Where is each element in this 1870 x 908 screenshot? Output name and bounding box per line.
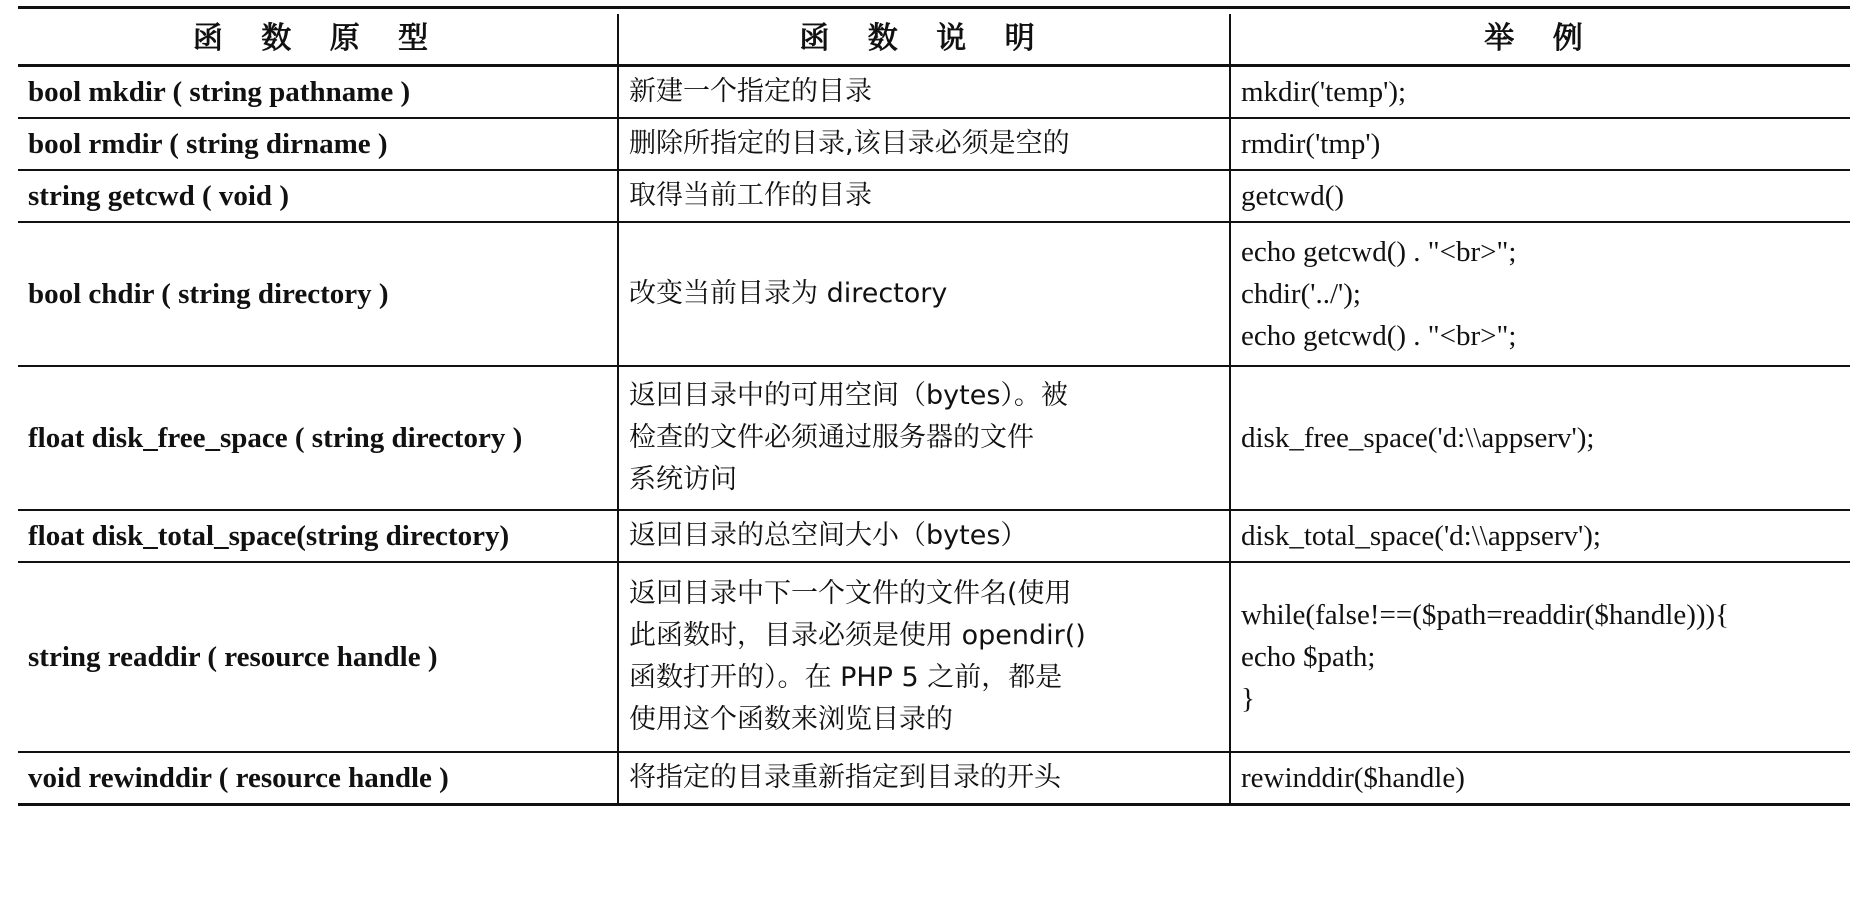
table-header <box>18 14 1850 66</box>
cell-description <box>618 562 1230 752</box>
cell-example <box>1230 510 1850 562</box>
example-line: } <box>1241 683 1255 715</box>
cell-example <box>1230 222 1850 366</box>
cell-example <box>1230 752 1850 805</box>
cell-description <box>618 170 1230 222</box>
cell-example <box>1230 170 1850 222</box>
header-row <box>18 14 1850 66</box>
header-description: 函 数 说 明 <box>618 14 1230 66</box>
cell-example <box>1230 562 1850 752</box>
example-line: rewinddir($handle) <box>1241 762 1465 794</box>
table-row <box>18 752 1850 805</box>
description-line: 返回目录中的可用空间（bytes）。被 <box>629 380 1068 411</box>
example-line: echo getcwd() . "<br>"; <box>1241 236 1517 268</box>
description-line: 改变当前目录为 directory <box>629 278 948 309</box>
cell-description <box>618 366 1230 510</box>
cell-description <box>618 752 1230 805</box>
table-row <box>18 562 1850 752</box>
cell-description <box>618 118 1230 170</box>
example-line: while(false!==($path=readdir($handle))){ <box>1241 599 1730 631</box>
table-row <box>18 118 1850 170</box>
description-line: 将指定的目录重新指定到目录的开头 <box>629 762 1061 793</box>
cell-example <box>1230 118 1850 170</box>
description-line: 函数打开的）。在 PHP 5 之前，都是 <box>629 662 1063 693</box>
example-line: echo getcwd() . "<br>"; <box>1241 320 1517 352</box>
cell-description <box>618 66 1230 119</box>
cell-prototype: float disk_total_space(string directory) <box>18 510 618 562</box>
table-top-rule <box>18 6 1850 9</box>
header-example: 举 例 <box>1230 14 1850 66</box>
cell-prototype: string getcwd ( void ) <box>18 170 618 222</box>
example-line: chdir('../'); <box>1241 278 1361 310</box>
table-row <box>18 510 1850 562</box>
cell-prototype: float disk_free_space ( string directory ) <box>18 366 618 510</box>
example-line: echo $path; <box>1241 641 1376 673</box>
example-line: disk_total_space('d:\\appserv'); <box>1241 520 1601 552</box>
description-line: 返回目录中下一个文件的文件名(使用 <box>629 578 1072 609</box>
example-line: rmdir('tmp') <box>1241 128 1381 160</box>
example-line: mkdir('temp'); <box>1241 76 1407 108</box>
cell-prototype: bool chdir ( string directory ) <box>18 222 618 366</box>
description-line: 取得当前工作的目录 <box>629 180 872 211</box>
description-line: 此函数时，目录必须是使用 opendir() <box>629 620 1086 651</box>
table-row <box>18 222 1850 366</box>
cell-prototype: bool rmdir ( string dirname ) <box>18 118 618 170</box>
description-line: 删除所指定的目录,该目录必须是空的 <box>629 128 1070 159</box>
example-line: disk_free_space('d:\\appserv'); <box>1241 422 1595 454</box>
cell-prototype: string readdir ( resource handle ) <box>18 562 618 752</box>
description-line: 使用这个函数来浏览目录的 <box>629 704 953 735</box>
description-line: 新建一个指定的目录 <box>629 76 872 107</box>
description-line: 检查的文件必须通过服务器的文件 <box>629 422 1034 453</box>
cell-description <box>618 510 1230 562</box>
cell-prototype: void rewinddir ( resource handle ) <box>18 752 618 805</box>
description-line: 系统访问 <box>629 464 737 495</box>
cell-description <box>618 222 1230 366</box>
description-line: 返回目录的总空间大小（bytes） <box>629 520 1028 551</box>
cell-example <box>1230 66 1850 119</box>
table-body <box>18 66 1850 805</box>
table-row <box>18 66 1850 119</box>
example-line: getcwd() <box>1241 180 1345 212</box>
header-prototype: 函 数 原 型 <box>18 14 618 66</box>
directory-functions-table <box>18 14 1850 806</box>
cell-example <box>1230 366 1850 510</box>
table-row <box>18 170 1850 222</box>
cell-prototype: bool mkdir ( string pathname ) <box>18 66 618 119</box>
table-row <box>18 366 1850 510</box>
